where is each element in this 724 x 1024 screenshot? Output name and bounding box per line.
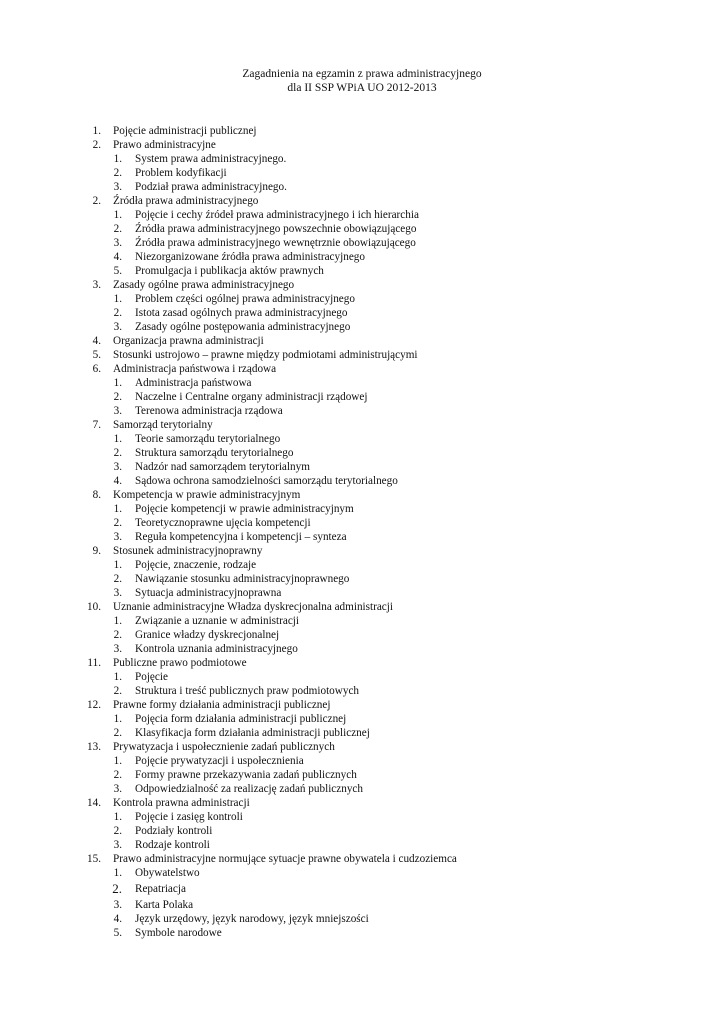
list-item — [0, 348, 724, 362]
sub-item-text: Granice władzy dyskrecjonalnej — [135, 629, 280, 641]
sub-list-item — [0, 208, 724, 222]
sub-item-text: Rodzaje kontroli — [135, 839, 210, 851]
list-item — [0, 544, 724, 558]
sub-item-text: Podziały kontroli — [135, 825, 213, 837]
sub-item-number: 2. — [113, 223, 122, 235]
sub-item-number: 2. — [112, 881, 122, 896]
sub-item-text: Odpowiedzialność za realizację zadań publicznych — [135, 783, 363, 795]
sub-list-item — [0, 912, 724, 926]
sub-item-number: 2. — [113, 167, 122, 179]
sub-item-number: 2. — [113, 825, 122, 837]
sub-list-item — [0, 810, 724, 824]
item-text: Pojęcie administracji publicznej — [113, 125, 257, 137]
sub-item-text: Nawiązanie stosunku administracyjnoprawnego — [135, 573, 350, 585]
sub-list-item — [0, 768, 724, 782]
sub-item-text: Struktura samorządu terytorialnego — [135, 447, 294, 459]
item-number: 9. — [92, 545, 101, 557]
sub-list-item — [0, 824, 724, 838]
sub-item-number: 1. — [113, 867, 122, 879]
sub-item-number: 3. — [113, 643, 122, 655]
list-item — [0, 796, 724, 810]
sub-list-item — [0, 320, 724, 334]
sub-item-text: Problem kodyfikacji — [135, 167, 227, 179]
sub-item-text: Sytuacja administracyjnoprawna — [135, 587, 282, 599]
sub-list-item — [0, 898, 724, 912]
list-item — [0, 656, 724, 670]
sub-list-item — [0, 530, 724, 544]
sub-item-number: 3. — [113, 461, 122, 473]
item-number: 2. — [92, 195, 101, 207]
item-number: 2. — [92, 139, 101, 151]
sub-item-text: Kontrola uznania administracyjnego — [135, 643, 298, 655]
sub-list-item — [0, 306, 724, 320]
sub-item-number: 4. — [113, 475, 122, 487]
sub-item-text: Naczelne i Centralne organy administracji rządowej — [135, 391, 368, 403]
sub-item-text: Podział prawa administracyjnego. — [135, 181, 287, 193]
sub-list-item — [0, 264, 724, 278]
sub-item-number: 1. — [113, 755, 122, 767]
sub-list-item — [0, 474, 724, 488]
item-text: Prawne formy działania administracji publicznej — [113, 699, 331, 711]
sub-list-item — [0, 390, 724, 404]
list-item — [0, 124, 724, 138]
sub-item-number: 2. — [113, 447, 122, 459]
list-item — [0, 740, 724, 754]
sub-item-text: Repatriacja — [135, 883, 186, 895]
sub-item-number: 1. — [113, 153, 122, 165]
document-title — [0, 67, 724, 95]
sub-item-number: 2. — [113, 573, 122, 585]
list-item — [0, 278, 724, 292]
item-number: 8. — [92, 489, 101, 501]
list-item — [0, 418, 724, 432]
sub-item-number: 1. — [113, 615, 122, 627]
sub-list-item — [0, 866, 724, 880]
title-line-1: Zagadnienia na egzamin z prawa administracyjnego — [242, 68, 482, 80]
sub-list-item — [0, 670, 724, 684]
sub-item-number: 1. — [113, 671, 122, 683]
sub-item-number: 1. — [113, 433, 122, 445]
item-number: 7. — [92, 419, 101, 431]
sub-item-number: 3. — [113, 587, 122, 599]
sub-item-number: 3. — [113, 899, 122, 911]
list-item — [0, 698, 724, 712]
sub-item-number: 1. — [113, 377, 122, 389]
sub-item-number: 5. — [113, 265, 122, 277]
item-text: Źródła prawa administracyjnego — [113, 195, 259, 207]
item-number: 1. — [92, 125, 101, 137]
sub-list-item — [0, 726, 724, 740]
topic-list — [0, 124, 724, 940]
list-item — [0, 194, 724, 208]
sub-item-text: Niezorganizowane źródła prawa administracyjnego — [135, 251, 365, 263]
list-item — [0, 488, 724, 502]
sub-item-text: Formy prawne przekazywania zadań publicznych — [135, 769, 357, 781]
sub-item-number: 1. — [113, 293, 122, 305]
list-item — [0, 362, 724, 376]
list-item — [0, 138, 724, 152]
list-item — [0, 852, 724, 866]
sub-list-item — [0, 432, 724, 446]
sub-item-text: Reguła kompetencyjna i kompetencji – synteza — [135, 531, 347, 543]
title-line-2: dla II SSP WPiA UO 2012-2013 — [287, 82, 437, 94]
sub-item-number: 2. — [113, 769, 122, 781]
item-text: Kompetencja w prawie administracyjnym — [113, 489, 301, 501]
sub-list-item — [0, 586, 724, 600]
sub-list-item — [0, 782, 724, 796]
sub-item-text: Źródła prawa administracyjnego powszechnie obowiązującego — [135, 223, 417, 235]
sub-item-text: Pojęcie i zasięg kontroli — [135, 811, 243, 823]
sub-item-number: 3. — [113, 321, 122, 333]
item-text: Kontrola prawna administracji — [113, 797, 250, 809]
sub-item-text: Nadzór nad samorządem terytorialnym — [135, 461, 310, 473]
item-text: Stosunki ustrojowo – prawne między podmiotami administrującymi — [113, 349, 418, 361]
sub-item-number: 2. — [113, 517, 122, 529]
sub-item-text: Problem części ogólnej prawa administracyjnego — [135, 293, 355, 305]
sub-list-item — [0, 558, 724, 572]
sub-item-text: Związanie a uznanie w administracji — [135, 615, 300, 627]
item-text: Uznanie administracyjne Władza dyskrecjonalna administracji — [113, 601, 393, 613]
item-number: 5. — [92, 349, 101, 361]
item-text: Prawo administracyjne — [113, 139, 216, 151]
sub-list-item — [0, 166, 724, 180]
list-item — [0, 334, 724, 348]
sub-item-text: Zasady ogólne postępowania administracyjnego — [135, 321, 351, 333]
sub-item-number: 1. — [113, 811, 122, 823]
sub-item-text: Teorie samorządu terytorialnego — [135, 433, 281, 445]
sub-list-item — [0, 628, 724, 642]
sub-item-text: Pojęcie, znaczenie, rodzaje — [135, 559, 257, 571]
list-item — [0, 600, 724, 614]
item-text: Prawo administracyjne normujące sytuacje prawne obywatela i cudzoziemca — [113, 853, 457, 865]
sub-list-item — [0, 614, 724, 628]
sub-list-item — [0, 838, 724, 852]
sub-list-item — [0, 572, 724, 586]
sub-item-number: 2. — [113, 727, 122, 739]
sub-item-number: 4. — [113, 913, 122, 925]
sub-item-number: 3. — [113, 405, 122, 417]
sub-list-item — [0, 404, 724, 418]
item-number: 6. — [92, 363, 101, 375]
sub-item-number: 3. — [113, 181, 122, 193]
sub-list-item — [0, 446, 724, 460]
sub-item-number: 2. — [113, 685, 122, 697]
item-text: Samorząd terytorialny — [113, 419, 213, 431]
item-text: Zasady ogólne prawa administracyjnego — [113, 279, 295, 291]
sub-list-item — [0, 236, 724, 250]
sub-item-number: 1. — [113, 209, 122, 221]
sub-item-number: 3. — [113, 531, 122, 543]
item-text: Prywatyzacja i uspołecznienie zadań publicznych — [113, 741, 335, 753]
sub-item-number: 1. — [113, 503, 122, 515]
item-number: 4. — [92, 335, 101, 347]
sub-item-text: Pojęcie kompetencji w prawie administracyjnym — [135, 503, 354, 515]
sub-item-text: Symbole narodowe — [135, 927, 222, 939]
sub-list-item — [0, 152, 724, 166]
sub-item-text: Administracja państwowa — [135, 377, 252, 389]
sub-item-text: Istota zasad ogólnych prawa administracyjnego — [135, 307, 348, 319]
sub-item-text: Klasyfikacja form działania administracji publicznej — [135, 727, 370, 739]
sub-list-item — [0, 502, 724, 516]
item-number: 14. — [87, 797, 101, 809]
sub-item-text: Terenowa administracja rządowa — [135, 405, 283, 417]
item-text: Stosunek administracyjnoprawny — [113, 545, 263, 557]
sub-list-item — [0, 880, 724, 898]
sub-item-text: Promulgacja i publikacja aktów prawnych — [135, 265, 324, 277]
item-number: 12. — [87, 699, 101, 711]
sub-item-text: Język urzędowy, język narodowy, język mniejszości — [135, 913, 369, 925]
sub-item-text: Sądowa ochrona samodzielności samorządu terytorialnego — [135, 475, 398, 487]
sub-item-text: System prawa administracyjnego. — [135, 153, 287, 165]
item-text: Administracja państwowa i rządowa — [113, 363, 277, 375]
item-number: 3. — [92, 279, 101, 291]
sub-item-number: 2. — [113, 307, 122, 319]
item-number: 10. — [87, 601, 101, 613]
sub-list-item — [0, 376, 724, 390]
sub-item-number: 1. — [113, 559, 122, 571]
item-number: 11. — [87, 657, 101, 669]
sub-item-text: Struktura i treść publicznych praw podmiotowych — [135, 685, 360, 697]
sub-list-item — [0, 684, 724, 698]
item-number: 13. — [87, 741, 101, 753]
sub-list-item — [0, 180, 724, 194]
item-text: Publiczne prawo podmiotowe — [113, 657, 247, 669]
sub-item-number: 2. — [113, 629, 122, 641]
sub-item-text: Źródła prawa administracyjnego wewnętrznie obowiązującego — [135, 237, 416, 249]
sub-list-item — [0, 642, 724, 656]
sub-item-number: 3. — [113, 839, 122, 851]
sub-item-number: 4. — [113, 251, 122, 263]
sub-item-number: 1. — [113, 713, 122, 725]
sub-list-item — [0, 712, 724, 726]
item-text: Organizacja prawna administracji — [113, 335, 264, 347]
sub-item-text: Pojęcie i cechy źródeł prawa administracyjnego i ich hierarchia — [135, 209, 419, 221]
sub-list-item — [0, 926, 724, 940]
sub-list-item — [0, 516, 724, 530]
sub-item-text: Pojęcie — [135, 671, 168, 683]
sub-item-text: Teoretycznoprawne ujęcia kompetencji — [135, 517, 311, 529]
sub-item-number: 3. — [113, 783, 122, 795]
sub-item-text: Pojęcia form działania administracji publicznej — [135, 713, 347, 725]
sub-item-text: Karta Polaka — [135, 899, 194, 911]
sub-item-text: Pojęcie prywatyzacji i uspołecznienia — [135, 755, 304, 767]
sub-list-item — [0, 292, 724, 306]
sub-list-item — [0, 754, 724, 768]
item-number: 15. — [87, 853, 101, 865]
sub-item-number: 3. — [113, 237, 122, 249]
sub-list-item — [0, 460, 724, 474]
sub-list-item — [0, 250, 724, 264]
sub-item-number: 2. — [113, 391, 122, 403]
sub-item-number: 5. — [113, 927, 122, 939]
sub-list-item — [0, 222, 724, 236]
sub-item-text: Obywatelstwo — [135, 867, 200, 879]
